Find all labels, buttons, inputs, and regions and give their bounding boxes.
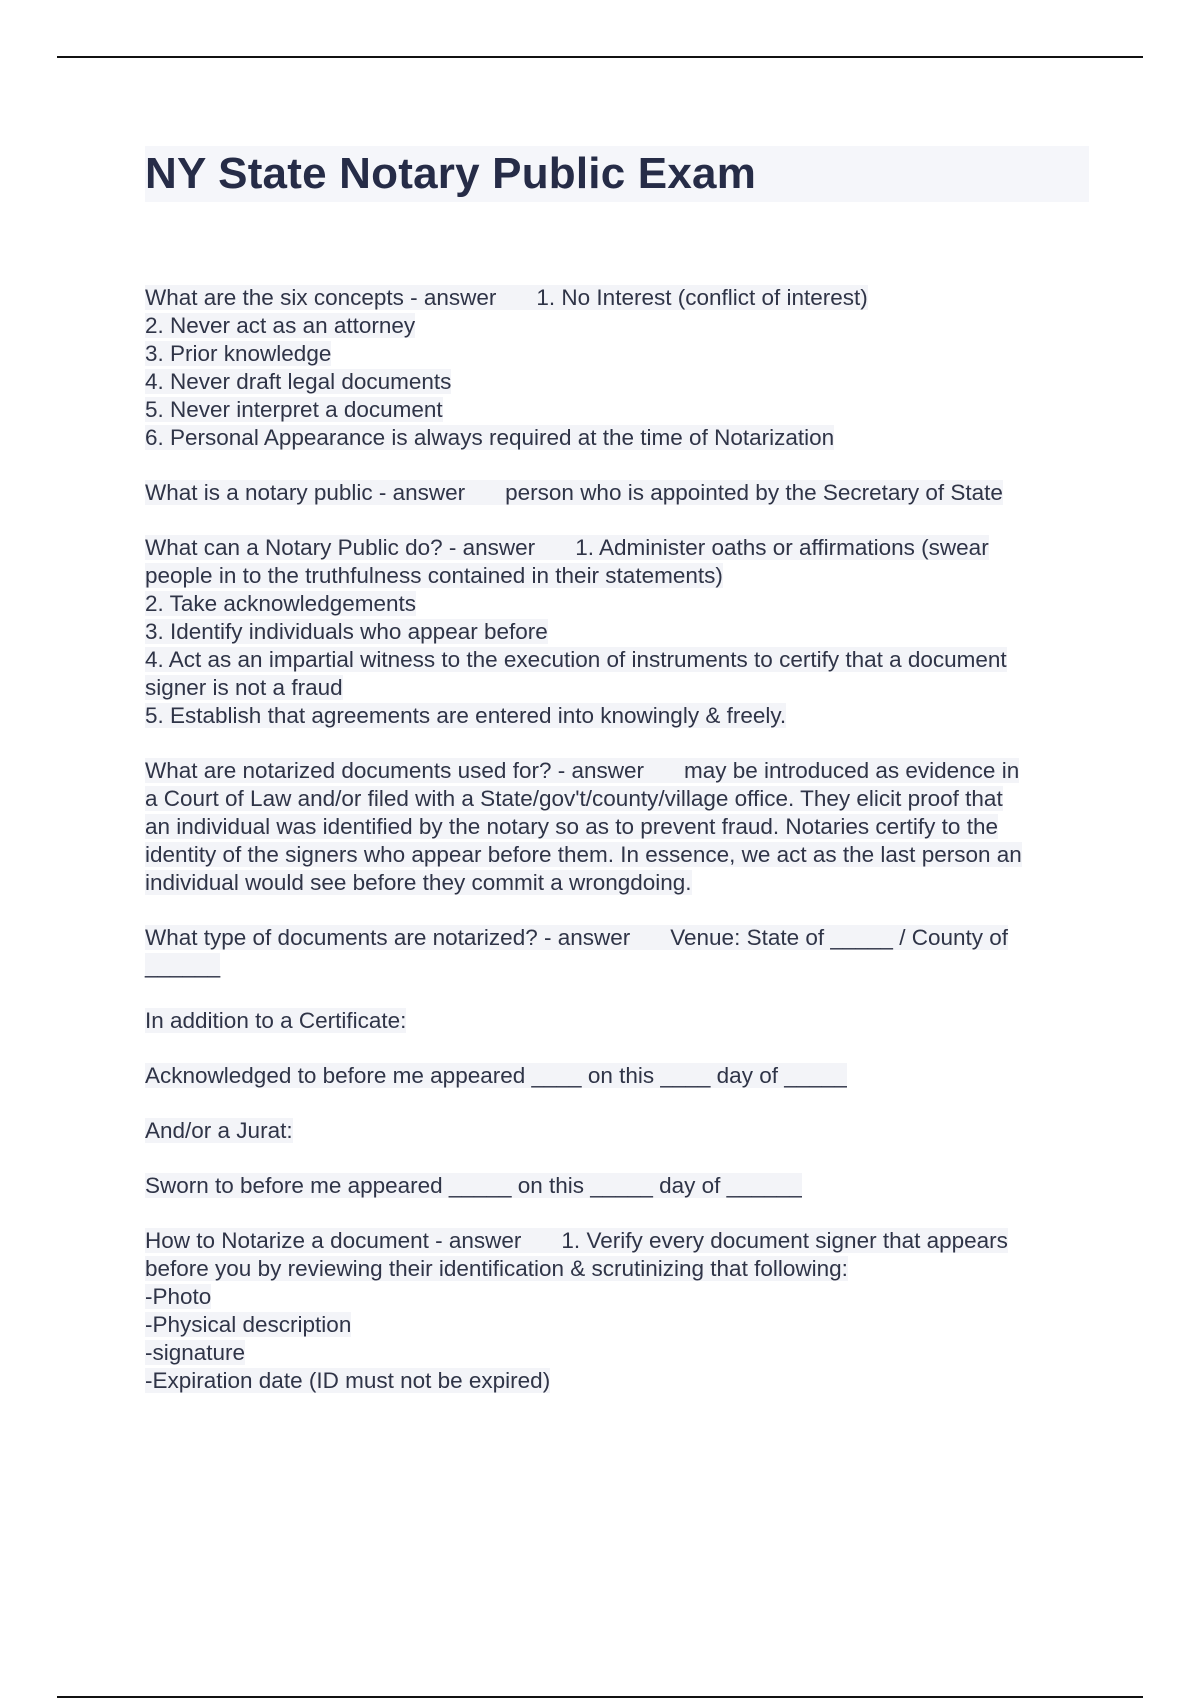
paragraph: In addition to a Certificate: (145, 1008, 407, 1033)
paragraph: And/or a Jurat: (145, 1118, 293, 1143)
qa-first-line (145, 284, 1090, 312)
qa-answer-line: 2. Never act as an attorney (145, 313, 416, 338)
qa-answer-line: 6. Personal Appearance is always required at the time of Notarization (145, 425, 835, 450)
qa-first-line (145, 1227, 1090, 1255)
qa-first-line (145, 534, 1090, 562)
qa-answer: 1. Verify every document signer that appears (561, 1228, 1008, 1253)
qa-answer-line: 2. Take acknowledgements (145, 591, 416, 616)
qa-answer-line: -signature (145, 1340, 246, 1365)
qa-answer-line: -Physical description (145, 1312, 352, 1337)
qa-question: What can a Notary Public do? - answer (145, 535, 536, 560)
qa-answer-line: 3. Prior knowledge (145, 341, 332, 366)
paragraph: Sworn to before me appeared _____ on this _____ day of ______ (145, 1173, 802, 1198)
qa-answer-line: ______ (145, 953, 221, 978)
paragraph: Acknowledged to before me appeared ____ on this ____ day of _____ (145, 1063, 847, 1088)
qa-first-line (145, 479, 1090, 507)
qa-item (145, 479, 1090, 507)
qa-answer: person who is appointed by the Secretary of State (505, 480, 1003, 505)
footer-rule (57, 1696, 1143, 1698)
qa-answer: 1. No Interest (conflict of interest) (536, 285, 868, 310)
title-block (145, 146, 1089, 202)
qa-item (145, 757, 1090, 897)
qa-answer: Venue: State of _____ / County of (670, 925, 1009, 950)
qa-answer: may be introduced as evidence in (684, 758, 1020, 783)
qa-first-line (145, 757, 1090, 785)
qa-answer-line: 4. Never draft legal documents (145, 369, 452, 394)
qa-answer-line: individual would see before they commit a wrongdoing. (145, 870, 692, 895)
qa-answer-line: -Expiration date (ID must not be expired) (145, 1368, 551, 1393)
qa-question: What are notarized documents used for? - answer (145, 758, 644, 783)
qa-item (145, 924, 1090, 980)
qa-answer-line: 3. Identify individuals who appear before (145, 619, 548, 644)
qa-answer-line: an individual was identified by the notary so as to prevent fraud. Notaries certify to the (145, 814, 998, 839)
page-title: NY State Notary Public Exam (145, 149, 757, 198)
qa-item (145, 534, 1090, 730)
qa-question: What are the six concepts - answer (145, 285, 497, 310)
qa-answer-line: -Photo (145, 1284, 212, 1309)
qa-list (145, 284, 1090, 1395)
qa-answer-line: 5. Never interpret a document (145, 397, 443, 422)
qa-question: What is a notary public - answer (145, 480, 466, 505)
qa-answer-line: 4. Act as an impartial witness to the execution of instruments to certify that a document (145, 647, 1007, 672)
qa-answer-line: identity of the signers who appear before them. In essence, we act as the last person an (145, 842, 1022, 867)
qa-answer-line: 5. Establish that agreements are entered into knowingly & freely. (145, 703, 787, 728)
qa-question: What type of documents are notarized? - answer (145, 925, 631, 950)
qa-first-line (145, 924, 1090, 952)
qa-question: How to Notarize a document - answer (145, 1228, 522, 1253)
document-body (145, 146, 1090, 1422)
qa-answer-line: signer is not a fraud (145, 675, 343, 700)
qa-answer-line: a Court of Law and/or filed with a State/gov't/county/village office. They elicit proof that (145, 786, 1003, 811)
qa-answer-line: before you by reviewing their identification & scrutinizing that following: (145, 1256, 848, 1281)
qa-answer: 1. Administer oaths or affirmations (swear (575, 535, 989, 560)
header-rule (57, 56, 1143, 58)
qa-answer-line: people in to the truthfulness contained in their statements) (145, 563, 723, 588)
qa-item (145, 1227, 1090, 1395)
qa-item (145, 284, 1090, 452)
